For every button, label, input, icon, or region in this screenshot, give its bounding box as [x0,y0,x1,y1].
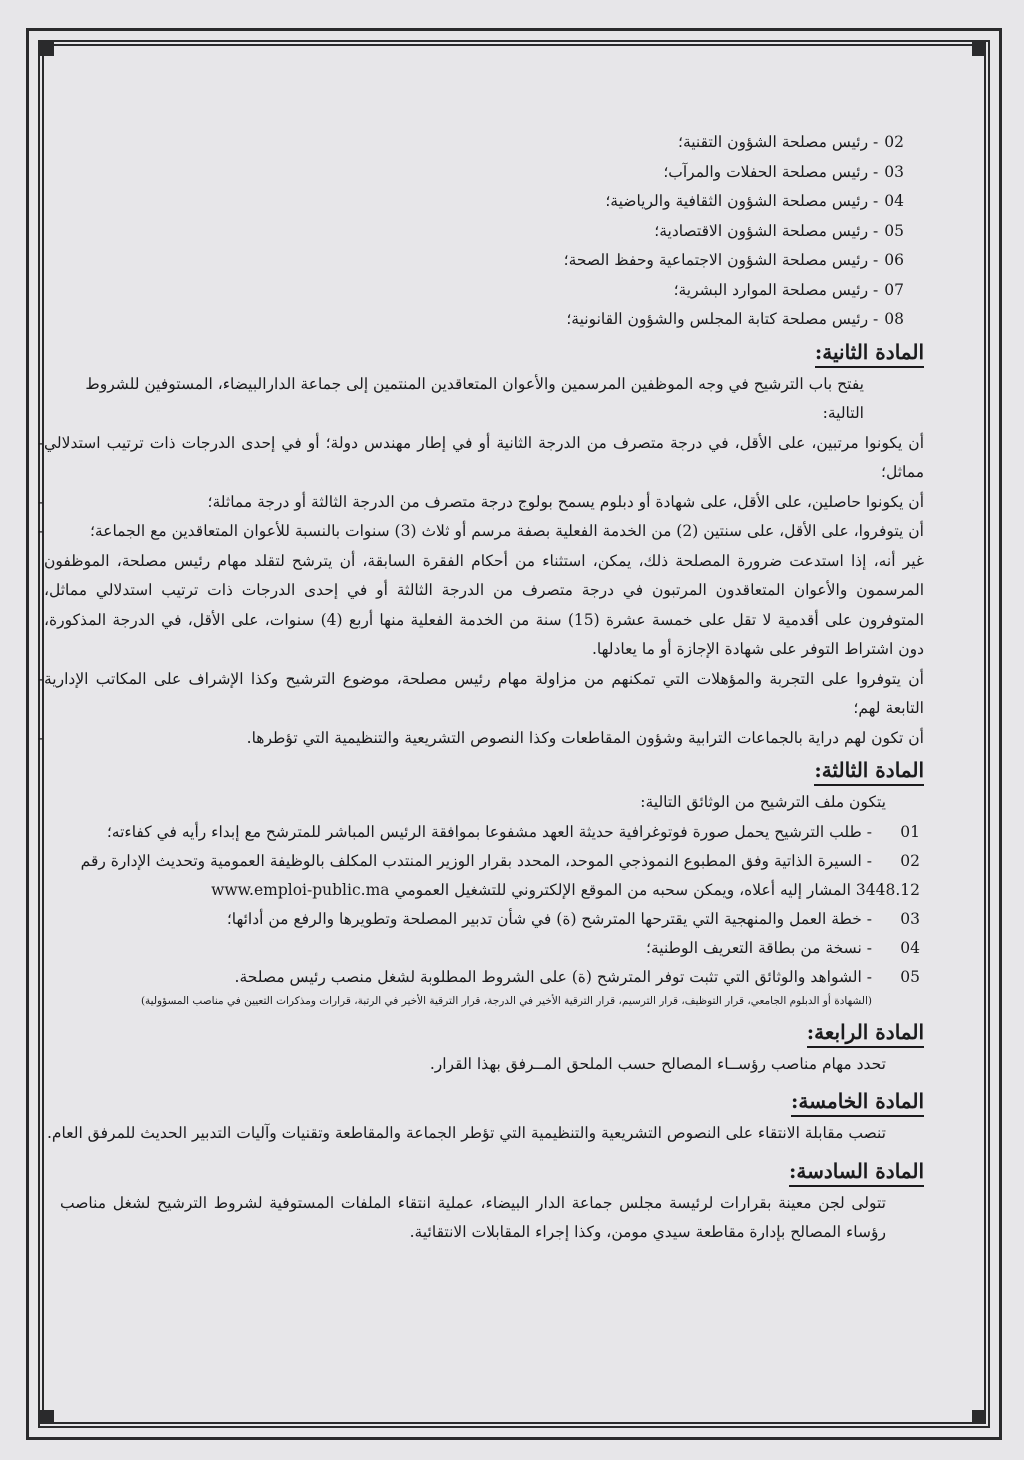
list-item: 06- رئيس مصلحة الشؤون الاجتماعية وحفظ الصحة؛ [563,251,904,269]
article-5-text: تنصب مقابلة الانتقاء على النصوص التشريعية والتنظيمية التي تؤطر الجماعة والمقاطعة وتقنيات وآليات التدبير الحديث للمرفق العام. [47,1124,886,1142]
document-item: 02- السيرة الذاتية وفق المطبوع النموذجي الموحد، المحدد بقرار الوزير المنتدب المكلف بالوظيفة العمومية وتحديث الإدارة رقم 3448.12 المشار إليه أعلاه، ويمكن سحبه من الموقع الإلكتروني للتشغيل العمومي www.emploi-public.ma [80,851,920,899]
article-4-text: تحدد مهام مناصب رؤســاء المصالح حسب الملحق المــرفق بهذا القرار. [429,1054,886,1073]
bullet-dash: - [38,492,44,511]
documents-note: (الشهادة أو الدبلوم الجامعي، قرار التوظيف، قرار الترسيم، قرار الترقية الأخير في الدرجة، قرار الترقية الأخير في الرتبة، قرارات ومذكرات التعيين في مناصب المسؤولية) [140,994,872,1007]
border-corner-ornament [40,1410,54,1424]
border-corner-ornament [972,42,986,56]
border-corner-ornament [40,42,54,56]
article-3-title: المادة الثالثة: [814,756,924,786]
bullet-dash: - [38,669,44,688]
list-item: 05- رئيس مصلحة الشؤون الاقتصادية؛ [654,221,904,240]
article-6-text: تتولى لجن معينة بقرارات لرئيسة مجلس جماعة الدار البيضاء، عملية انتقاء الملفات المستوفية لشروط الترشيح لشغل مناصب رؤساء المصالح بإدارة مقاطعة سيدي مومن، وكذا إجراء المقابلات الانتقائية. [60,1193,886,1241]
document-item: 01- طلب الترشيح يحمل صورة فوتوغرافية حديثة العهد مشفوعا بموافقة الرئيس المباشر للمترشح مع إبداء رأيه في كفاءته؛ [106,822,920,841]
document-item: 03- خطة العمل والمنهجية التي يقترحها المترشح (ة) في شأن تدبير المصلحة وتطويرها والرفع من أدائها؛ [226,909,920,928]
bullet-dash: - [38,433,44,452]
condition-item: - أن يكونوا مرتبين، على الأقل، في درجة متصرف من الدرجة الثانية أو في إطار مهندس دولة؛ أو في إحدى الدرجات ذات ترتيب استدلالي مماثل؛ [44,429,924,488]
list-item: 03- رئيس مصلحة الحفلات والمرآب؛ [663,162,904,181]
article-6-title: المادة السادسة: [789,1157,924,1187]
article-2-intro: يفتح باب الترشيح في وجه الموظفين المرسمين والأعوان المتعاقدين المنتمين إلى جماعة الدارالبيضاء، المستوفين للشروط التالية: [85,374,864,422]
condition-item: - أن تكون لهم دراية بالجماعات الترابية وشؤون المقاطعات وكذا النصوص التشريعية والتنظيمية التي تؤطرها. [44,724,924,754]
condition-item: - أن يتوفروا على التجربة والمؤهلات التي تمكنهم من مزاولة مهام رئيس مصلحة، موضوع الترشيح وكذا الإشراف على المكاتب الإدارية التابعة لهم؛ [44,665,924,724]
list-item: 07- رئيس مصلحة الموارد البشرية؛ [673,280,904,299]
list-item: 02- رئيس مصلحة الشؤون التقنية؛ [678,133,904,151]
article-3-intro: يتكون ملف الترشيح من الوثائق التالية: [640,793,886,811]
services-list [70,128,924,335]
document-item: 05- الشواهد والوثائق التي تثبت توفر المترشح (ة) على الشروط المطلوبة لشغل منصب رئيس مصلحة. [234,967,920,986]
article-5-title: المادة الخامسة: [791,1087,924,1117]
bullet-dash: - [38,522,44,540]
document-item: 04- نسخة من بطاقة التعريف الوطنية؛ [646,938,920,957]
list-item: 04- رئيس مصلحة الشؤون الثقافية والرياضية؛ [605,192,904,210]
border-corner-ornament [972,1410,986,1424]
bullet-dash: - [38,728,44,747]
article-2-title: المادة الثانية: [815,338,924,368]
condition-item: - أن يكونوا حاصلين، على الأقل، على شهادة أو دبلوم يسمح بولوج درجة متصرف من الدرجة الثالثة أو درجة مماثلة؛ [44,488,924,518]
condition-item: - أن يتوفروا، على الأقل، على سنتين (2) من الخدمة الفعلية بصفة مرسم أو ثلاث (3) سنوات بالنسبة للأعوان المتعاقدين مع الجماعة؛ [44,517,924,547]
document-body [38,128,924,1420]
article-4-title: المادة الرابعة: [807,1018,924,1048]
exception-paragraph: غير أنه، إذا استدعت ضرورة المصلحة ذلك، يمكن، استثناء من أحكام الفقرة السابقة، أن يترشح لتقلد مهام رئيس مصلحة، الموظفون المرسمون والأعوان المتعاقدون المرتبون في درجة متصرف من الدرجة الثالثة أو في إحدى الدرجات ذات ترتيب استدلالي مماثل، المتوفرون على أقدمية لا تقل على خمسة عشرة (15) سنة من الخدمة الفعلية منها أربع (4) سنوات، على الأقل، في الدرجة المذكورة، دون اشتراط التوفر على شهادة الإجازة أو ما يعادلها. [44,551,924,658]
list-item: 08- رئيس مصلحة كتابة المجلس والشؤون القانونية؛ [566,310,904,328]
